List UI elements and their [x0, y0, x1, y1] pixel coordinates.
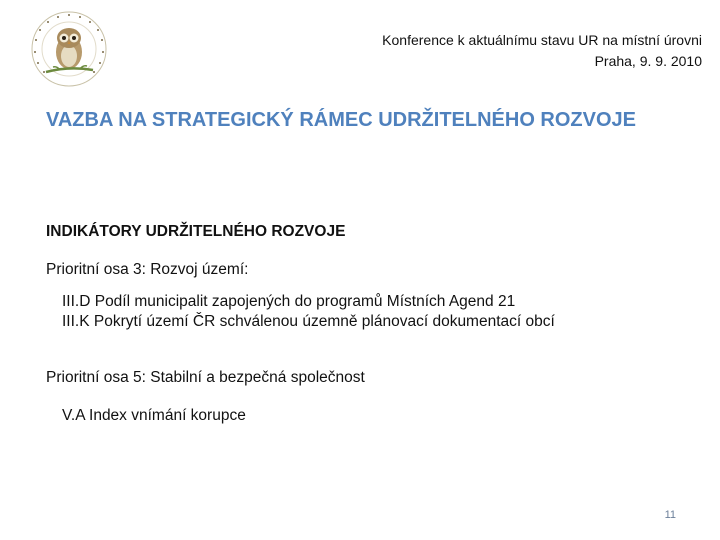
spacer	[46, 332, 686, 368]
indicator-item: III.K Pokrytí území ČR schválenou územně plánovací dokumentací obcí	[62, 313, 555, 330]
conference-date: Praha, 9. 9. 2010	[594, 53, 702, 69]
header	[382, 30, 702, 72]
page-number: 11	[664, 509, 676, 521]
priority-axis-5-label: Prioritní osa 5: Stabilní a bezpečná společnost	[46, 369, 365, 386]
owl-logo-icon	[30, 10, 108, 88]
priority-axis-3-indicators	[62, 292, 686, 332]
slide-title: VAZBA NA STRATEGICKÝ RÁMEC UDRŽITELNÉHO ROZVOJE	[46, 109, 637, 131]
section-heading: INDIKÁTORY UDRŽITELNÉHO ROZVOJE	[46, 223, 346, 240]
indicator-item: III.D Podíl municipalit zapojených do programů Místních Agend 21	[62, 293, 516, 310]
indicator-item: V.A Index vnímání korupce	[62, 407, 246, 424]
priority-axis-3-label: Prioritní osa 3: Rozvoj území:	[46, 261, 249, 278]
slide-content	[46, 222, 686, 426]
conference-title: Konference k aktuálnímu stavu UR na místní úrovni	[382, 32, 702, 48]
